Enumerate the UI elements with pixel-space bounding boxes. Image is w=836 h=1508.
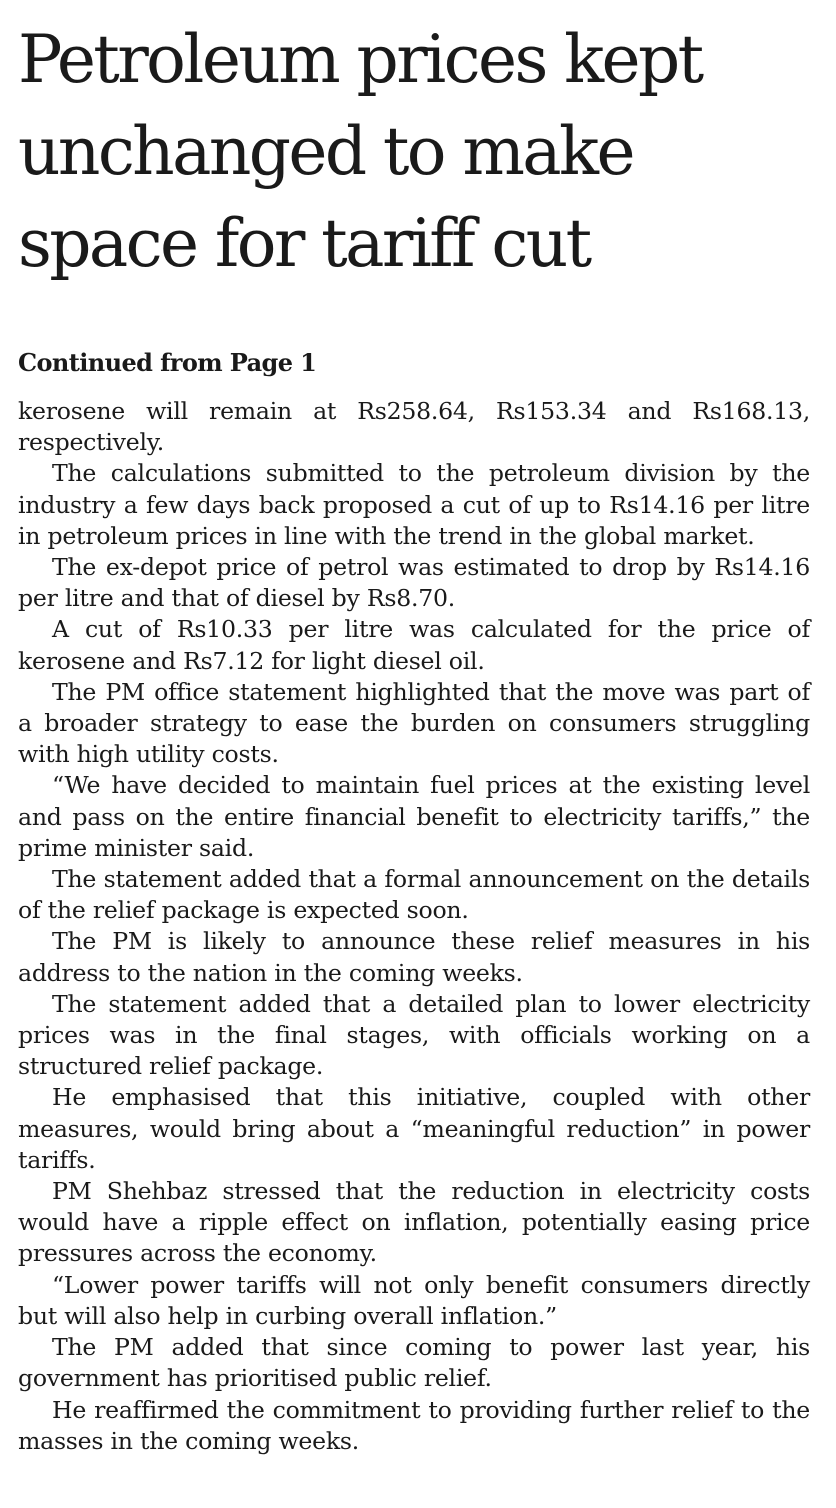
paragraph: The statement added that a formal announcement on the details of the relief package is expected soon. xyxy=(18,865,810,925)
paragraph: He emphasised that this initiative, coupled with other measures, would bring about a “meaningful reduction” in power tariffs. xyxy=(18,1083,810,1174)
paragraph: “We have decided to maintain fuel prices at the existing level and pass on the entire financial benefit to electricity tariffs,” the prime minister said. xyxy=(18,771,810,862)
paragraph: “Lower power tariffs will not only benefit consumers directly but will also help in curbing overall inflation.” xyxy=(18,1270,810,1330)
news-article xyxy=(18,14,810,1457)
headline xyxy=(18,14,810,290)
paragraph: The statement added that a detailed plan to lower electricity prices was in the final stages, with officials working on a structured relief package. xyxy=(18,989,810,1081)
article-body xyxy=(18,396,810,1457)
continued-from-label: Continued from Page 1 xyxy=(18,348,317,377)
paragraph: He reaffirmed the commitment to providing further relief to the masses in the coming weeks. xyxy=(18,1395,810,1455)
headline-line: space for tariff cut xyxy=(18,205,590,282)
paragraph: The PM added that since coming to power last year, his government has prioritised public relief. xyxy=(18,1333,810,1393)
paragraph: PM Shehbaz stressed that the reduction in electricity costs would have a ripple effect on inflation, potentially easing price pressures across the economy. xyxy=(18,1177,810,1268)
headline-line: unchanged to make xyxy=(18,113,633,190)
paragraph: kerosene will remain at Rs258.64, Rs153.34 and Rs168.13, respectively. xyxy=(18,397,810,457)
headline-line: Petroleum prices kept xyxy=(18,21,702,98)
paragraph: The PM is likely to announce these relief measures in his address to the nation in the coming weeks. xyxy=(18,927,810,987)
paragraph: The calculations submitted to the petroleum division by the industry a few days back proposed a cut of up to Rs14.16 per litre in petroleum prices in line with the trend in the global market. xyxy=(18,459,810,550)
paragraph: A cut of Rs10.33 per litre was calculated for the price of kerosene and Rs7.12 for light diesel oil. xyxy=(18,615,810,675)
paragraph: The ex-depot price of petrol was estimated to drop by Rs14.16 per litre and that of diesel by Rs8.70. xyxy=(18,553,810,613)
paragraph: The PM office statement highlighted that the move was part of a broader strategy to ease the burden on consumers struggling with high utility costs. xyxy=(18,677,810,769)
